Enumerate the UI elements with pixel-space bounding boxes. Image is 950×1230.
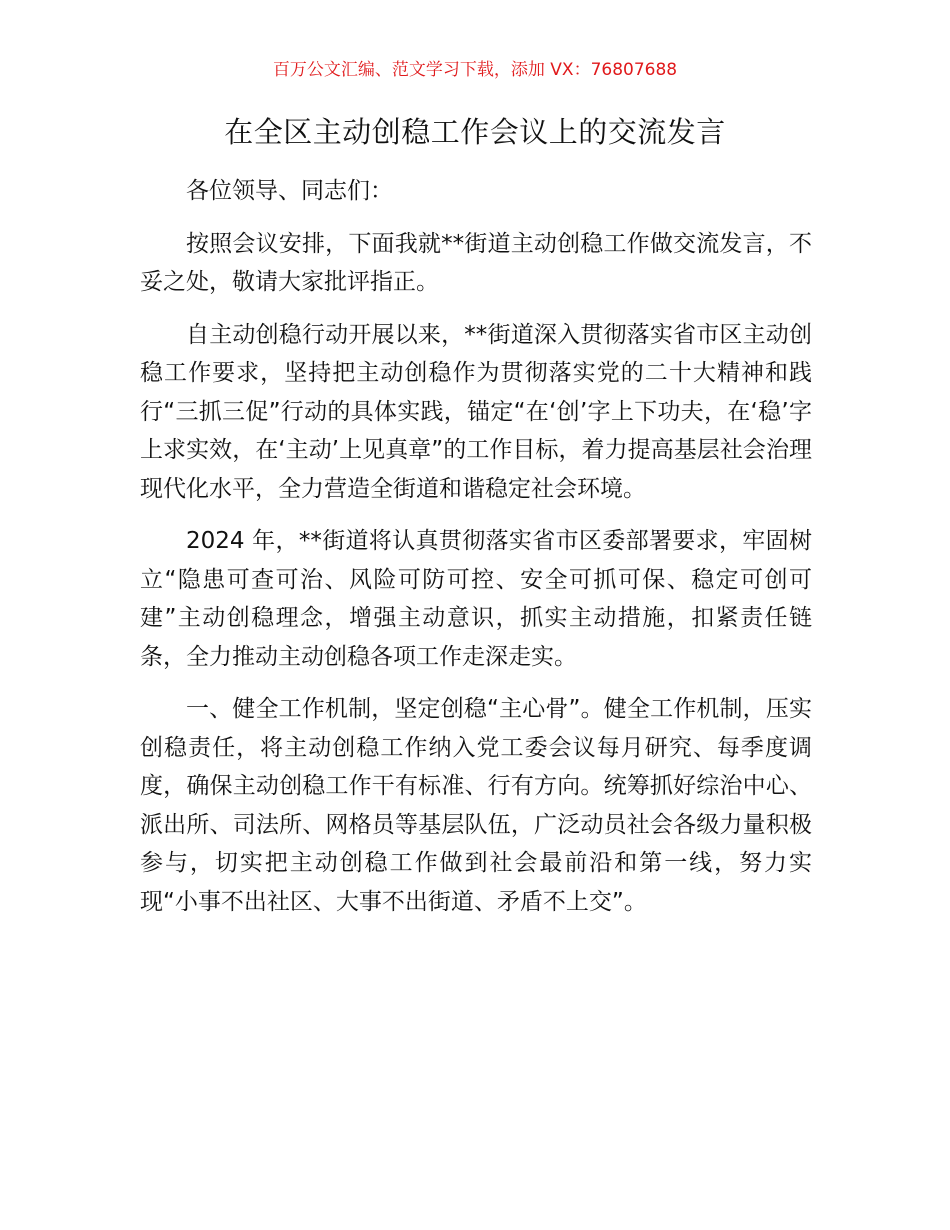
paragraph-background: 自主动创稳行动开展以来，**街道深入贯彻落实省市区主动创稳工作要求，坚持把主动创稳作为贯彻落实党的二十大精神和践行“三抓三促”行动的具体实践，锚定“在‘创’字上下功夫，在‘稳’字上求实效，在‘主动’上见真章”的工作目标，着力提高基层社会治理现代化水平，全力营造全街道和谐稳定社会环境。 [140,321,812,502]
document-title: 在全区主动创稳工作会议上的交流发言 [224,115,726,149]
document-body [140,172,812,921]
paragraph-intro: 按照会议安排，下面我就**街道主动创稳工作做交流发言，不妥之处，敬请大家批评指正。 [140,230,812,295]
greeting: 各位领导、同志们： [186,178,393,204]
paragraph-section-one: 一、健全工作机制，坚定创稳“主心骨”。健全工作机制，压实创稳责任，将主动创稳工作纳入党工委会议每月研究、每季度调度，确保主动创稳工作干有标准、行有方向。统筹抓好综治中心、派出所、司法所、网格员等基层队伍，广泛动员社会各级力量积极参与，切实把主动创稳工作做到社会最前沿和第一线，努力实现“小事不出社区、大事不出街道、矛盾不上交”。 [140,696,812,915]
paragraph-plan-2024: 2024 年，**街道将认真贯彻落实省市区委部署要求，牢固树立“隐患可查可治、风险可防可控、安全可抓可保、稳定可创可建”主动创稳理念，增强主动意识，抓实主动措施，扣紧责任链条，全力推动主动创稳各项工作走深走实。 [140,528,812,670]
watermark-header: 百万公文汇编、范文学习下载，添加 VX：76807688 [272,60,678,80]
